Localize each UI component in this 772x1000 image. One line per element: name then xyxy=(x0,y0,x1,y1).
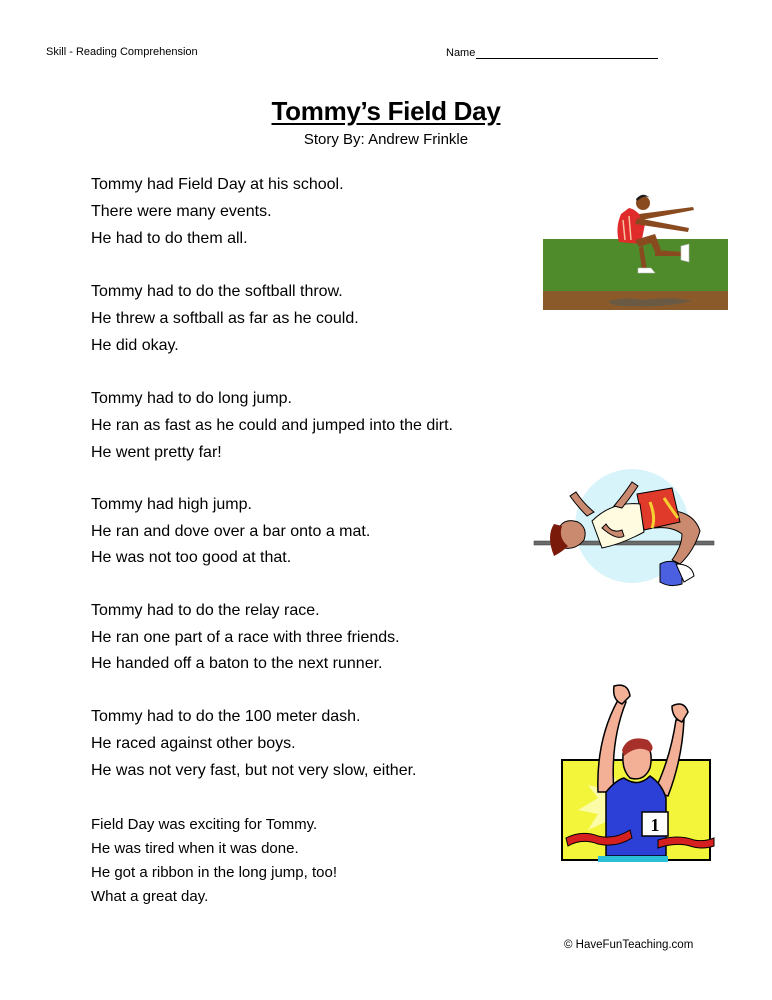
copyright-footer: © HaveFunTeaching.com xyxy=(564,939,694,951)
story-line: He was tired when it was done. xyxy=(91,840,299,857)
name-field[interactable] xyxy=(446,46,658,59)
story-line: He went pretty far! xyxy=(91,444,222,461)
story-line: Tommy had high jump. xyxy=(91,496,252,513)
skill-label: Skill - Reading Comprehension xyxy=(46,46,198,58)
story-line: There were many events. xyxy=(91,203,272,220)
name-label: Name xyxy=(446,47,476,59)
story-author: Story By: Andrew Frinkle xyxy=(303,131,469,148)
long-jump-illustration xyxy=(543,180,728,312)
story-line: Field Day was exciting for Tommy. xyxy=(91,816,318,833)
story-line: What a great day. xyxy=(91,888,209,905)
name-blank-line[interactable] xyxy=(476,46,658,59)
finish-line-illustration xyxy=(558,680,718,862)
story-line: He was not too good at that. xyxy=(91,549,292,566)
story-line: He ran and dove over a bar onto a mat. xyxy=(91,523,371,540)
story-line: He threw a softball as far as he could. xyxy=(91,310,359,327)
story-line: He ran one part of a race with three friends. xyxy=(91,629,400,646)
story-line: Tommy had to do the relay race. xyxy=(91,602,320,619)
story-line: He ran as fast as he could and jumped into the dirt. xyxy=(91,417,453,434)
story-line: He was not very fast, but not very slow, either. xyxy=(91,762,417,779)
story-line: He did okay. xyxy=(91,337,179,354)
story-line: Tommy had to do long jump. xyxy=(91,390,292,407)
story-line: He had to do them all. xyxy=(91,230,248,247)
page-title: Tommy’s Field Day xyxy=(271,96,501,126)
story-line: He raced against other boys. xyxy=(91,735,296,752)
story-line: He got a ribbon in the long jump, too! xyxy=(91,864,337,881)
story-line: Tommy had to do the 100 meter dash. xyxy=(91,708,361,725)
story-line: Tommy had to do the softball throw. xyxy=(91,283,343,300)
story-line: He handed off a baton to the next runner. xyxy=(91,655,383,672)
bib-number: 1 xyxy=(650,815,660,835)
story-line: Tommy had Field Day at his school. xyxy=(91,176,344,193)
high-jump-illustration xyxy=(532,466,732,601)
